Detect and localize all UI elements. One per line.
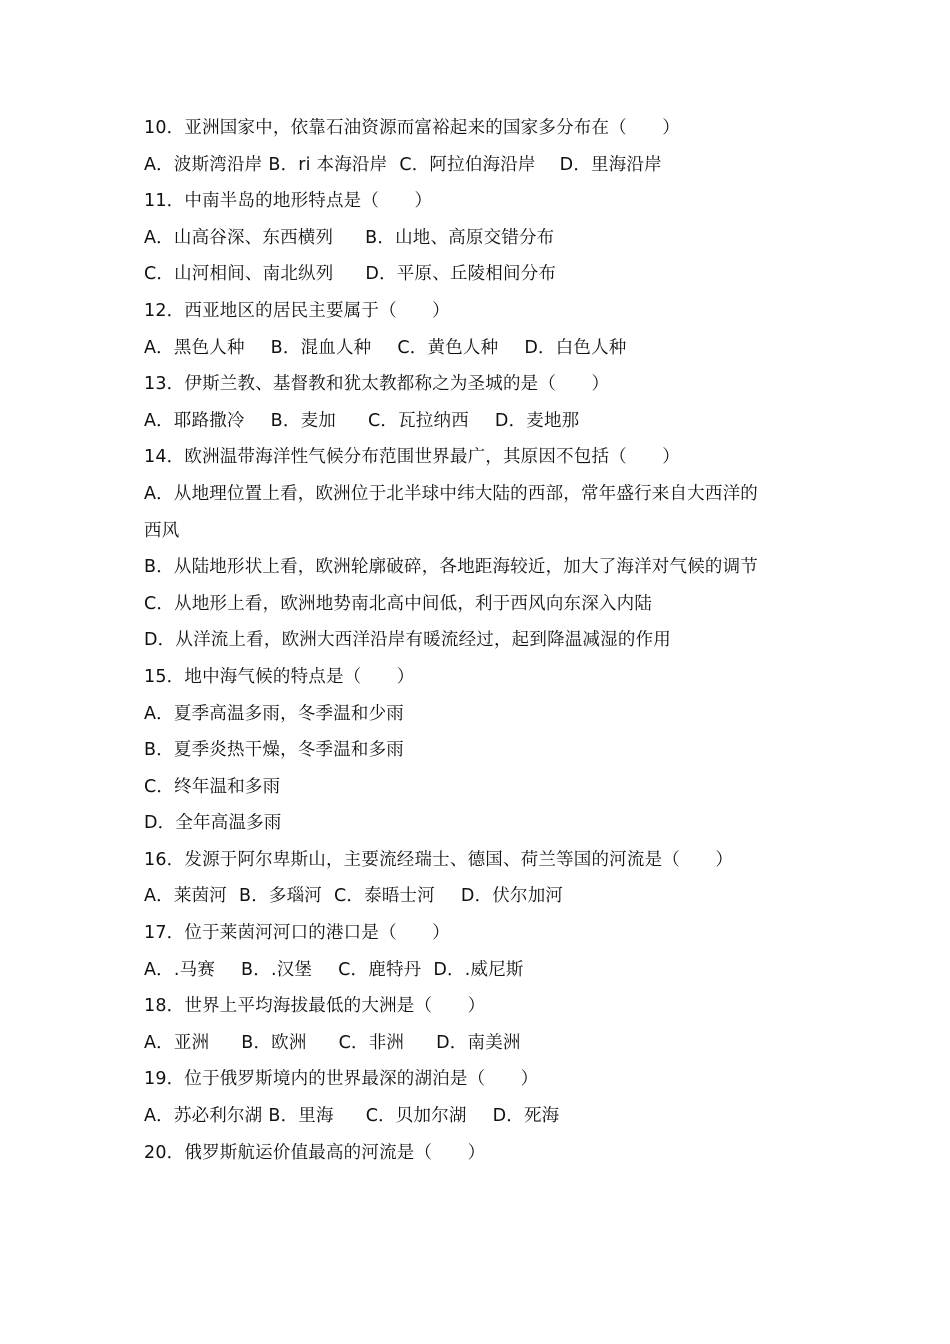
option-line: C．从地形上看，欧洲地势南北高中间低，利于西风向东深入内陆 <box>144 593 653 614</box>
question-stem-10: 10．亚洲国家中，依靠石油资源而富裕起来的国家多分布在（ ） <box>144 118 680 138</box>
option-c: C．黄色人种 <box>397 337 499 358</box>
option-a: A．山高谷深、东西横列 <box>144 227 334 248</box>
option-row-11b <box>144 256 824 293</box>
question-stem-11: 11．中南半岛的地形特点是（ ） <box>144 191 433 212</box>
option-a: A．亚洲 <box>144 1032 210 1053</box>
option-c: C．鹿特丹 <box>338 959 422 980</box>
option-a: A．.马赛 <box>144 959 216 980</box>
option-d: D．里海沿岸 <box>559 154 662 175</box>
option-line: C．终年温和多雨 <box>144 776 281 797</box>
option-line: 西风 <box>144 520 180 541</box>
option-a: A．莱茵河 <box>144 886 227 907</box>
option-d: D．伏尔加河 <box>460 886 564 907</box>
option-row-18 <box>144 1025 824 1062</box>
option-line: B．夏季炎热干燥，冬季温和多雨 <box>144 740 405 761</box>
option-b: B．里海 <box>268 1106 334 1127</box>
question-stem-12: 12．西亚地区的居民主要属于（ ） <box>144 300 450 321</box>
option-b: B．多瑙河 <box>238 886 322 907</box>
option-a: A．苏必利尔湖 <box>144 1106 263 1127</box>
option-c: C．非洲 <box>338 1032 405 1053</box>
option-d: D．麦地那 <box>494 410 580 431</box>
option-c: C．山河相间、南北纵列 <box>144 264 334 285</box>
option-line: B．从陆地形状上看，欧洲轮廓破碎，各地距海较近，加大了海洋对气候的调节 <box>144 557 759 578</box>
question-stem-20: 20．俄罗斯航运价值最高的河流是（ ） <box>144 1142 486 1163</box>
option-b: B．麦加 <box>270 410 336 431</box>
option-line: A．从地理位置上看，欧洲位于北半球中纬大陆的西部，常年盛行来自大西洋的 <box>144 483 758 504</box>
option-d: D．.威尼斯 <box>433 959 524 980</box>
option-a: A．黑色人种 <box>144 337 245 358</box>
question-stem-14: 14．欧洲温带海洋性气候分布范围世界最广，其原因不包括（ ） <box>144 447 680 468</box>
option-row-10 <box>144 147 824 184</box>
option-d: D．死海 <box>492 1106 560 1127</box>
question-stem-16: 16．发源于阿尔卑斯山，主要流经瑞士、德国、荷兰等国的河流是（ ） <box>144 849 734 870</box>
question-list <box>144 110 824 1171</box>
question-stem-19: 19．位于俄罗斯境内的世界最深的湖泊是（ ） <box>144 1069 539 1090</box>
option-a: A．波斯湾沿岸 <box>144 154 263 175</box>
option-d: D．平原、丘陵相间分布 <box>365 264 557 285</box>
option-c: C．阿拉伯海沿岸 <box>399 154 536 175</box>
option-c: C．贝加尔湖 <box>365 1106 467 1127</box>
option-line: A．夏季高温多雨，冬季温和少雨 <box>144 703 404 724</box>
option-c: C．泰晤士河 <box>334 886 435 907</box>
option-b: B．山地、高原交错分布 <box>365 227 555 248</box>
question-stem-13: 13．伊斯兰教、基督教和犹太教都称之为圣城的是（ ） <box>144 374 610 395</box>
question-stem-17: 17．位于莱茵河河口的港口是（ ） <box>144 923 450 944</box>
option-row-16 <box>144 878 824 915</box>
question-stem-18: 18．世界上平均海拔最低的大洲是（ ） <box>144 996 486 1017</box>
option-line: D．全年高温多雨 <box>144 813 282 834</box>
option-b: B．.汉堡 <box>241 959 313 980</box>
option-d: D．南美洲 <box>436 1032 521 1053</box>
option-row-11a <box>144 220 824 257</box>
option-row-13 <box>144 403 824 440</box>
option-line: D．从洋流上看，欧洲大西洋沿岸有暖流经过，起到降温减湿的作用 <box>144 630 671 651</box>
option-b: B．混血人种 <box>270 337 372 358</box>
option-row-17 <box>144 952 824 989</box>
option-b: B．ri 本海沿岸 <box>268 154 388 175</box>
option-b: B．欧洲 <box>241 1032 307 1053</box>
option-row-12 <box>144 330 824 367</box>
option-a: A．耶路撒冷 <box>144 410 245 431</box>
option-c: C．瓦拉纳西 <box>367 410 469 431</box>
option-row-19 <box>144 1098 824 1135</box>
option-d: D．白色人种 <box>524 337 627 358</box>
question-stem-15: 15．地中海气候的特点是（ ） <box>144 666 415 687</box>
